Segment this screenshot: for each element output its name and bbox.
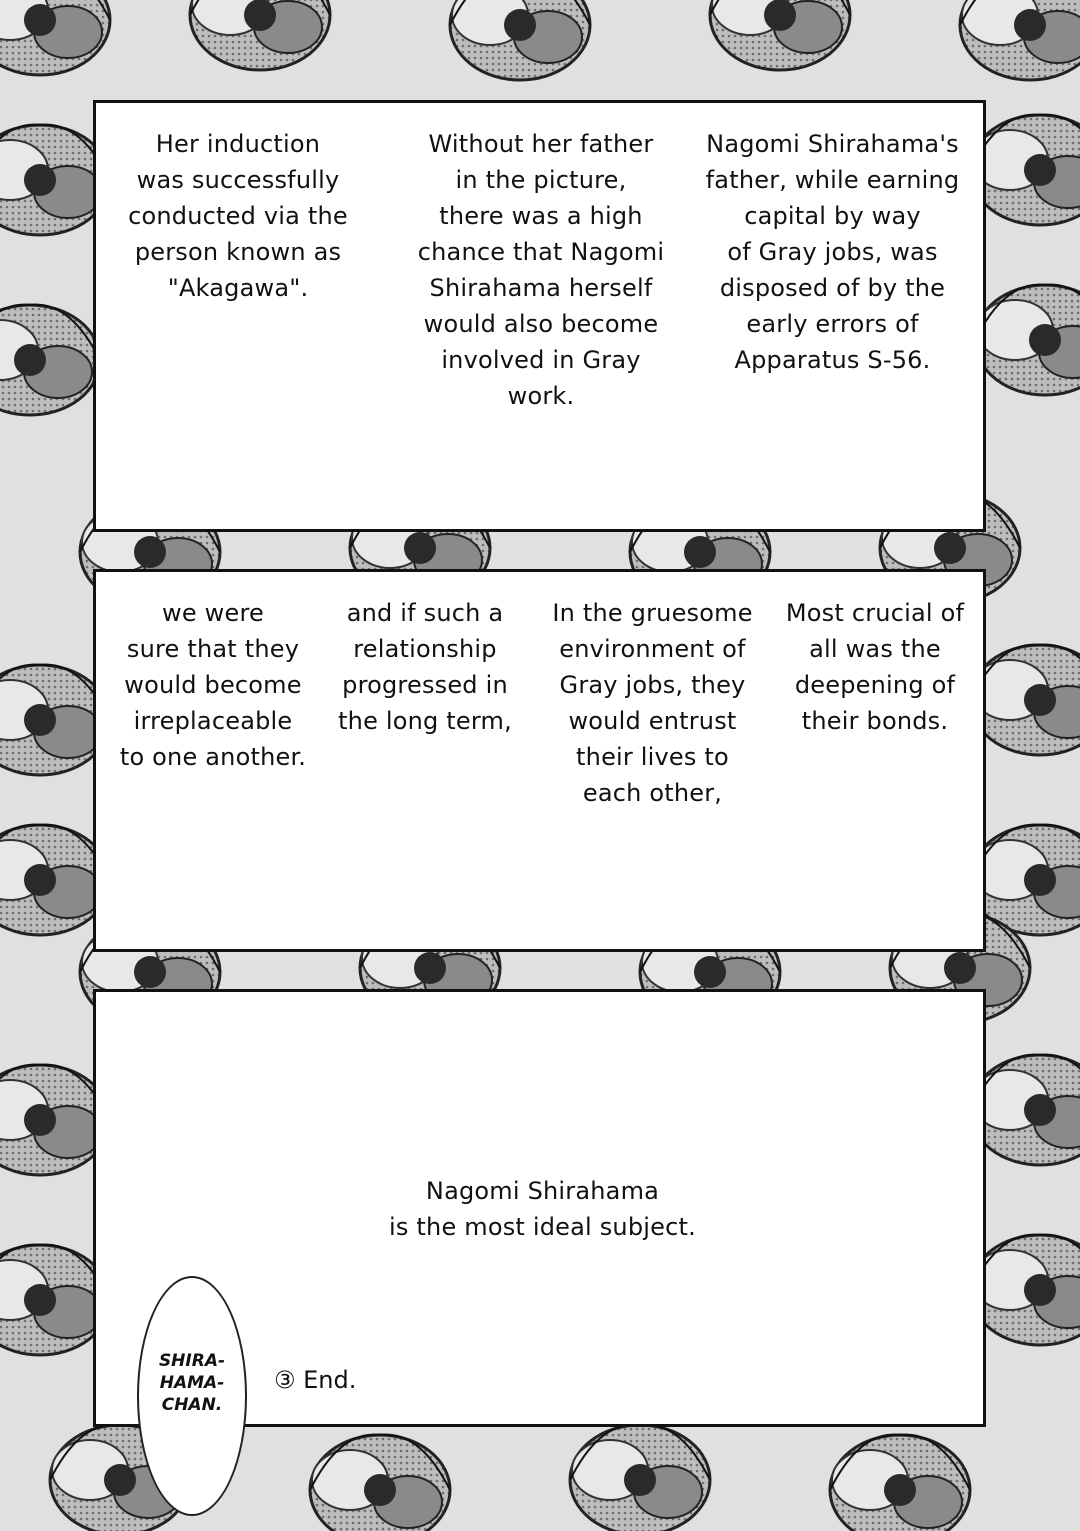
caption-father-absence: Without her father in the picture, there was a high chance that Nagomi Shirahama herself would also become involved in Gray work. [417,130,665,410]
speech-bubble-text: SHIRA- HAMA- CHAN. [158,1351,226,1415]
caption-irreplaceable: we were sure that they would become irreplaceable to one another. [119,599,307,771]
caption-ideal-subject: Nagomi Shirahama is the most ideal subject. [389,1177,696,1241]
caption-relationship: and if such a relationship progressed in the long term, [338,599,512,735]
caption-bonds: Most crucial of all was the deepening of their bonds. [785,599,965,735]
caption-gray-jobs-environment: In the gruesome environment of Gray jobs, they would entrust their lives to each other, [552,599,753,807]
caption-induction: Her induction was successfully conducted via the person known as "Akagawa". [128,130,348,302]
caption-father-disposed: Nagomi Shirahama's father, while earning capital by way of Gray jobs, was disposed of by the early errors of Apparatus S-56. [705,130,960,374]
chapter-end-label: ③ End. [274,1366,357,1394]
